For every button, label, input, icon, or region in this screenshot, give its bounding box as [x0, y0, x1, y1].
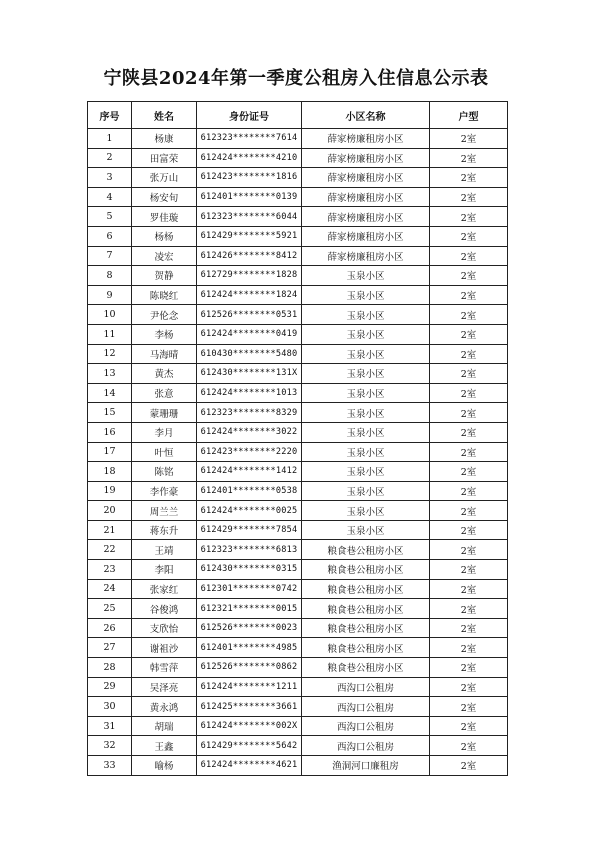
cell-name: 张意	[132, 383, 197, 403]
cell-community: 薛家榜廉租房小区	[302, 168, 430, 188]
cell-id-number: 612526********0023	[197, 618, 302, 638]
cell-name: 张家红	[132, 579, 197, 599]
cell-unit-type: 2室	[430, 579, 508, 599]
cell-index: 7	[88, 246, 132, 266]
cell-id-number: 612424********0025	[197, 501, 302, 521]
table-row	[88, 697, 508, 717]
cell-index: 10	[88, 305, 132, 325]
cell-index: 21	[88, 520, 132, 540]
cell-unit-type: 2室	[430, 285, 508, 305]
cell-id-number: 612323********6813	[197, 540, 302, 560]
cell-unit-type: 2室	[430, 638, 508, 658]
cell-unit-type: 2室	[430, 501, 508, 521]
cell-unit-type: 2室	[430, 168, 508, 188]
cell-name: 谢祖沙	[132, 638, 197, 658]
table-header-row	[88, 102, 508, 129]
cell-index: 29	[88, 677, 132, 697]
table-row	[88, 560, 508, 580]
cell-index: 5	[88, 207, 132, 227]
cell-name: 黄杰	[132, 364, 197, 384]
cell-index: 15	[88, 403, 132, 423]
cell-name: 尹伦念	[132, 305, 197, 325]
table-row	[88, 481, 508, 501]
cell-name: 张万山	[132, 168, 197, 188]
cell-unit-type: 2室	[430, 344, 508, 364]
table-row	[88, 716, 508, 736]
cell-id-number: 612729********1828	[197, 266, 302, 286]
table-row	[88, 207, 508, 227]
cell-id-number: 612424********4621	[197, 756, 302, 776]
cell-unit-type: 2室	[430, 756, 508, 776]
occupancy-table	[87, 101, 508, 776]
cell-id-number: 612526********0531	[197, 305, 302, 325]
cell-id-number: 612526********0862	[197, 658, 302, 678]
table-row	[88, 305, 508, 325]
cell-index: 23	[88, 560, 132, 580]
cell-unit-type: 2室	[430, 207, 508, 227]
header-id-number: 身份证号	[197, 102, 302, 129]
cell-community: 粮食巷公租房小区	[302, 540, 430, 560]
cell-community: 西沟口公租房	[302, 716, 430, 736]
table-row	[88, 226, 508, 246]
cell-id-number: 612430********0315	[197, 560, 302, 580]
cell-name: 马海晴	[132, 344, 197, 364]
cell-community: 粮食巷公租房小区	[302, 658, 430, 678]
cell-community: 玉泉小区	[302, 285, 430, 305]
cell-id-number: 612323********8329	[197, 403, 302, 423]
table-row	[88, 324, 508, 344]
cell-id-number: 612401********0538	[197, 481, 302, 501]
cell-name: 田富荣	[132, 148, 197, 168]
cell-index: 11	[88, 324, 132, 344]
table-row	[88, 403, 508, 423]
cell-community: 玉泉小区	[302, 462, 430, 482]
table-row	[88, 638, 508, 658]
cell-id-number: 612423********2220	[197, 442, 302, 462]
cell-id-number: 612424********1412	[197, 462, 302, 482]
cell-community: 西沟口公租房	[302, 697, 430, 717]
cell-id-number: 612429********7854	[197, 520, 302, 540]
cell-index: 13	[88, 364, 132, 384]
cell-unit-type: 2室	[430, 736, 508, 756]
table-row	[88, 422, 508, 442]
table-row	[88, 579, 508, 599]
cell-id-number: 612426********8412	[197, 246, 302, 266]
cell-community: 玉泉小区	[302, 364, 430, 384]
cell-community: 薛家榜廉租房小区	[302, 148, 430, 168]
cell-index: 2	[88, 148, 132, 168]
cell-community: 薛家榜廉租房小区	[302, 246, 430, 266]
cell-index: 22	[88, 540, 132, 560]
cell-community: 薛家榜廉租房小区	[302, 129, 430, 149]
table-row	[88, 266, 508, 286]
cell-community: 玉泉小区	[302, 266, 430, 286]
cell-community: 渔洞河口廉租房	[302, 756, 430, 776]
cell-unit-type: 2室	[430, 246, 508, 266]
cell-id-number: 612321********0015	[197, 599, 302, 619]
cell-index: 4	[88, 187, 132, 207]
cell-unit-type: 2室	[430, 403, 508, 423]
cell-name: 罗佳璇	[132, 207, 197, 227]
cell-unit-type: 2室	[430, 383, 508, 403]
cell-index: 1	[88, 129, 132, 149]
cell-id-number: 612401********0139	[197, 187, 302, 207]
cell-id-number: 612425********3661	[197, 697, 302, 717]
table-row	[88, 677, 508, 697]
cell-name: 黄永鸿	[132, 697, 197, 717]
cell-id-number: 612429********5921	[197, 226, 302, 246]
cell-community: 玉泉小区	[302, 305, 430, 325]
table-row	[88, 344, 508, 364]
cell-name: 叶恒	[132, 442, 197, 462]
cell-name: 杨康	[132, 129, 197, 149]
cell-unit-type: 2室	[430, 677, 508, 697]
cell-community: 玉泉小区	[302, 422, 430, 442]
cell-index: 30	[88, 697, 132, 717]
cell-index: 18	[88, 462, 132, 482]
cell-unit-type: 2室	[430, 422, 508, 442]
cell-index: 3	[88, 168, 132, 188]
cell-community: 玉泉小区	[302, 501, 430, 521]
cell-unit-type: 2室	[430, 599, 508, 619]
cell-unit-type: 2室	[430, 716, 508, 736]
cell-name: 蒙珊珊	[132, 403, 197, 423]
cell-community: 薛家榜廉租房小区	[302, 226, 430, 246]
cell-unit-type: 2室	[430, 658, 508, 678]
cell-index: 25	[88, 599, 132, 619]
cell-name: 喻杨	[132, 756, 197, 776]
header-community: 小区名称	[302, 102, 430, 129]
cell-name: 胡瑞	[132, 716, 197, 736]
cell-community: 玉泉小区	[302, 403, 430, 423]
cell-community: 玉泉小区	[302, 383, 430, 403]
cell-id-number: 612424********002X	[197, 716, 302, 736]
cell-community: 粮食巷公租房小区	[302, 638, 430, 658]
cell-unit-type: 2室	[430, 266, 508, 286]
table-row	[88, 540, 508, 560]
cell-name: 陈晓红	[132, 285, 197, 305]
cell-index: 28	[88, 658, 132, 678]
cell-id-number: 612423********1816	[197, 168, 302, 188]
header-name: 姓名	[132, 102, 197, 129]
cell-name: 支欣怡	[132, 618, 197, 638]
cell-unit-type: 2室	[430, 481, 508, 501]
cell-id-number: 612430********131X	[197, 364, 302, 384]
cell-name: 周兰兰	[132, 501, 197, 521]
cell-index: 20	[88, 501, 132, 521]
cell-community: 西沟口公租房	[302, 677, 430, 697]
cell-name: 王鑫	[132, 736, 197, 756]
cell-unit-type: 2室	[430, 540, 508, 560]
cell-community: 西沟口公租房	[302, 736, 430, 756]
cell-index: 32	[88, 736, 132, 756]
table-row	[88, 246, 508, 266]
cell-unit-type: 2室	[430, 187, 508, 207]
cell-community: 粮食巷公租房小区	[302, 618, 430, 638]
cell-index: 9	[88, 285, 132, 305]
cell-id-number: 612429********5642	[197, 736, 302, 756]
cell-index: 27	[88, 638, 132, 658]
table-row	[88, 148, 508, 168]
cell-name: 李作豪	[132, 481, 197, 501]
cell-community: 玉泉小区	[302, 344, 430, 364]
cell-name: 李杨	[132, 324, 197, 344]
page-title: 宁陕县2024年第一季度公租房入住信息公示表	[103, 68, 489, 89]
table-row	[88, 285, 508, 305]
cell-id-number: 612401********4985	[197, 638, 302, 658]
cell-unit-type: 2室	[430, 442, 508, 462]
cell-id-number: 610430********5480	[197, 344, 302, 364]
cell-community: 玉泉小区	[302, 442, 430, 462]
table-row	[88, 618, 508, 638]
cell-unit-type: 2室	[430, 560, 508, 580]
cell-community: 玉泉小区	[302, 520, 430, 540]
table-row	[88, 129, 508, 149]
cell-community: 薛家榜廉租房小区	[302, 187, 430, 207]
cell-unit-type: 2室	[430, 520, 508, 540]
header-unit-type: 户型	[430, 102, 508, 129]
table-row	[88, 658, 508, 678]
cell-community: 玉泉小区	[302, 481, 430, 501]
cell-name: 李月	[132, 422, 197, 442]
table-row	[88, 501, 508, 521]
cell-index: 8	[88, 266, 132, 286]
cell-index: 33	[88, 756, 132, 776]
cell-community: 粮食巷公租房小区	[302, 579, 430, 599]
cell-id-number: 612424********1824	[197, 285, 302, 305]
cell-unit-type: 2室	[430, 305, 508, 325]
cell-unit-type: 2室	[430, 129, 508, 149]
cell-id-number: 612323********6044	[197, 207, 302, 227]
cell-id-number: 612424********0419	[197, 324, 302, 344]
cell-id-number: 612323********7614	[197, 129, 302, 149]
cell-index: 24	[88, 579, 132, 599]
table-row	[88, 383, 508, 403]
cell-unit-type: 2室	[430, 364, 508, 384]
table-row	[88, 187, 508, 207]
table-row	[88, 756, 508, 776]
cell-index: 26	[88, 618, 132, 638]
cell-index: 17	[88, 442, 132, 462]
cell-name: 韩雪萍	[132, 658, 197, 678]
table-row	[88, 736, 508, 756]
cell-unit-type: 2室	[430, 226, 508, 246]
table-row	[88, 599, 508, 619]
cell-unit-type: 2室	[430, 324, 508, 344]
cell-name: 蒋东升	[132, 520, 197, 540]
cell-index: 12	[88, 344, 132, 364]
cell-community: 玉泉小区	[302, 324, 430, 344]
cell-name: 陈铭	[132, 462, 197, 482]
cell-id-number: 612424********1013	[197, 383, 302, 403]
cell-id-number: 612424********4210	[197, 148, 302, 168]
cell-index: 16	[88, 422, 132, 442]
table-row	[88, 442, 508, 462]
cell-index: 31	[88, 716, 132, 736]
cell-id-number: 612301********0742	[197, 579, 302, 599]
cell-name: 贺静	[132, 266, 197, 286]
cell-name: 谷俊鸿	[132, 599, 197, 619]
table-row	[88, 520, 508, 540]
cell-community: 薛家榜廉租房小区	[302, 207, 430, 227]
table-row	[88, 462, 508, 482]
cell-name: 凌宏	[132, 246, 197, 266]
cell-unit-type: 2室	[430, 697, 508, 717]
cell-community: 粮食巷公租房小区	[302, 599, 430, 619]
cell-index: 6	[88, 226, 132, 246]
cell-id-number: 612424********3022	[197, 422, 302, 442]
cell-name: 王靖	[132, 540, 197, 560]
cell-unit-type: 2室	[430, 462, 508, 482]
cell-unit-type: 2室	[430, 618, 508, 638]
cell-community: 粮食巷公租房小区	[302, 560, 430, 580]
cell-name: 杨安旬	[132, 187, 197, 207]
cell-unit-type: 2室	[430, 148, 508, 168]
header-index: 序号	[88, 102, 132, 129]
cell-name: 吴泽亮	[132, 677, 197, 697]
table-row	[88, 168, 508, 188]
table-row	[88, 364, 508, 384]
cell-name: 李阳	[132, 560, 197, 580]
cell-index: 19	[88, 481, 132, 501]
cell-index: 14	[88, 383, 132, 403]
cell-id-number: 612424********1211	[197, 677, 302, 697]
cell-name: 杨杨	[132, 226, 197, 246]
